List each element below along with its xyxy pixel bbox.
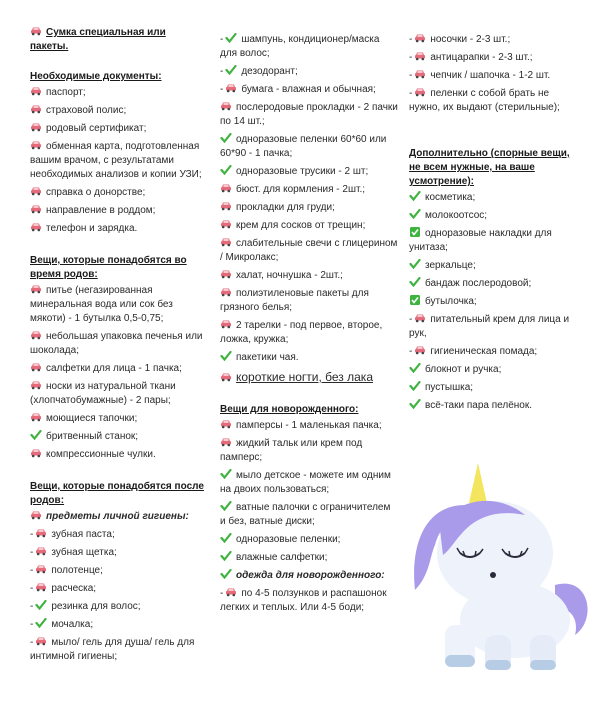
- list-item: [220, 319, 398, 347]
- item-text: короткие ногти, без лака: [236, 370, 373, 384]
- check-mark-icon: [220, 133, 232, 143]
- car-icon: [414, 69, 426, 79]
- car-icon: [220, 319, 232, 329]
- item-text: телефон и зарядка.: [46, 223, 138, 234]
- section-heading: [30, 26, 206, 54]
- heading-text: Вещи для новорожденного:: [220, 404, 359, 415]
- item-text: шампунь, кондиционер/маска для волос;: [220, 34, 380, 59]
- list-item: [220, 219, 398, 233]
- item-text: носки из натуральной ткани (хлопчатобумажные) - 2 пары;: [30, 381, 176, 406]
- item-text: родовый сертификат;: [46, 123, 147, 134]
- item-text: халат, ночнушка - 2шт.;: [236, 270, 343, 281]
- car-icon: [30, 510, 42, 520]
- car-icon: [30, 448, 42, 458]
- check-mark-icon: [220, 569, 232, 579]
- dash-prefix: -: [220, 66, 224, 77]
- list-item: [30, 448, 206, 462]
- item-text: справка о донорстве;: [46, 187, 146, 198]
- dash-prefix: -: [30, 565, 34, 576]
- car-icon: [30, 330, 42, 340]
- item-text: антицарапки - 2-3 шт.;: [430, 52, 533, 63]
- heading-text: Вещи, которые понадобятся во время родов:: [30, 255, 187, 280]
- car-icon: [30, 122, 42, 132]
- item-text: всё-таки пара пелёнок.: [425, 400, 533, 411]
- unicorn-illustration: [405, 455, 595, 685]
- dash-prefix: -: [30, 583, 34, 594]
- item-text: салфетки для лица - 1 пачка;: [46, 363, 182, 374]
- check-mark-icon: [220, 351, 232, 361]
- item-text: прокладки для груди;: [236, 202, 335, 213]
- list-item: [409, 191, 579, 205]
- list-item: [220, 501, 398, 529]
- car-icon: [30, 222, 42, 232]
- list-item: [30, 284, 206, 326]
- item-text: полотенце;: [51, 565, 103, 576]
- check-mark-icon: [220, 533, 232, 543]
- check-mark-icon: [409, 209, 421, 219]
- item-text: зубная щетка;: [51, 547, 117, 558]
- car-icon: [220, 101, 232, 111]
- car-icon: [220, 219, 232, 229]
- dash-prefix: -: [409, 88, 413, 99]
- section-heading: [30, 480, 206, 508]
- list-item: [220, 201, 398, 215]
- check-mark-icon: [409, 399, 421, 409]
- column-middle: [220, 33, 398, 619]
- checkbox-icon: [409, 295, 421, 305]
- list-item: [409, 69, 579, 83]
- item-text: питье (негазированная минеральная вода или сок без мякоти) - 1 бутылка 0,5-0,75;: [30, 285, 173, 324]
- item-text: влажные салфетки;: [236, 552, 328, 563]
- item-text: мочалка;: [51, 619, 94, 630]
- list-item: [220, 551, 398, 565]
- check-mark-icon: [409, 259, 421, 269]
- section-heading: [409, 147, 579, 189]
- car-icon: [30, 362, 42, 372]
- check-mark-icon: [35, 618, 47, 628]
- item-text: расческа;: [51, 583, 97, 594]
- item-text: пакетики чая.: [236, 352, 299, 363]
- column-left: [30, 26, 206, 668]
- checkbox-icon: [409, 227, 421, 237]
- car-icon: [30, 86, 42, 96]
- unicorn-mouth: [490, 572, 496, 578]
- item-text: косметика;: [425, 192, 476, 203]
- list-item: [220, 237, 398, 265]
- item-text: бумага - влажная и обычная;: [241, 84, 376, 95]
- dash-prefix: -: [30, 547, 34, 558]
- list-item: [220, 569, 398, 583]
- list-item: [409, 259, 579, 273]
- list-item: [30, 636, 206, 664]
- item-text: питательный крем для лица и рук,: [409, 314, 570, 339]
- dash-prefix: -: [409, 34, 413, 45]
- item-text: направление в роддом;: [46, 205, 156, 216]
- dash-prefix: -: [220, 588, 224, 599]
- item-text: одноразовые накладки для унитаза;: [409, 228, 552, 253]
- item-text: ватные палочки с ограничителем и без, ватные диски;: [220, 502, 391, 527]
- unicorn-horn: [469, 463, 487, 503]
- list-item: [409, 345, 579, 359]
- list-item: [409, 313, 579, 341]
- list-item: [220, 83, 398, 97]
- list-item: [30, 104, 206, 118]
- item-text: одноразовые пеленки;: [236, 534, 341, 545]
- check-mark-icon: [225, 65, 237, 75]
- item-text: страховой полис;: [46, 105, 127, 116]
- item-text: бюст. для кормления - 2шт.;: [236, 184, 366, 195]
- item-text: носочки - 2-3 шт.;: [430, 34, 511, 45]
- dash-prefix: -: [409, 314, 413, 325]
- item-text: резинка для волос;: [51, 601, 141, 612]
- list-item: [30, 362, 206, 376]
- column-right: [409, 33, 579, 417]
- check-mark-icon: [35, 600, 47, 610]
- car-icon: [220, 269, 232, 279]
- unicorn-hoof: [485, 660, 511, 670]
- list-item: [220, 437, 398, 465]
- list-item: [30, 86, 206, 100]
- section-heading: [220, 403, 398, 417]
- list-item: [409, 87, 579, 115]
- dash-prefix: -: [409, 70, 413, 81]
- heading-text: Вещи, которые понадобятся после родов:: [30, 481, 204, 506]
- dash-prefix: -: [30, 529, 34, 540]
- car-icon: [220, 437, 232, 447]
- item-text: одноразовые трусики - 2 шт;: [236, 166, 369, 177]
- check-mark-icon: [225, 33, 237, 43]
- list-item: [30, 510, 206, 524]
- list-item: [30, 582, 206, 596]
- car-icon: [35, 528, 47, 538]
- heading-text: Дополнительно (спорные вещи, не всем нужные, на ваше усмотрение):: [409, 148, 570, 187]
- list-item: [409, 33, 579, 47]
- item-text: дезодорант;: [241, 66, 298, 77]
- car-icon: [30, 204, 42, 214]
- item-text: одноразовые пеленки 60*60 или 60*90 - 1 пачка;: [220, 134, 387, 159]
- list-item: [30, 528, 206, 542]
- list-item: [220, 533, 398, 547]
- dash-prefix: -: [30, 637, 34, 648]
- item-text: мыло детское - можете им одним на двоих пользоваться;: [220, 470, 391, 495]
- dash-prefix: -: [30, 601, 34, 612]
- car-icon: [220, 237, 232, 247]
- spacer: [220, 389, 398, 403]
- list-item: [220, 269, 398, 283]
- spacer: [30, 240, 206, 254]
- dash-prefix: -: [220, 84, 224, 95]
- list-item: [220, 369, 398, 385]
- list-item: [409, 381, 579, 395]
- item-text: бутылочка;: [425, 296, 477, 307]
- dash-prefix: -: [409, 346, 413, 357]
- list-item: [30, 330, 206, 358]
- item-text: 2 тарелки - под первое, второе, ложка, кружка;: [220, 320, 383, 345]
- check-mark-icon: [220, 469, 232, 479]
- check-mark-icon: [220, 501, 232, 511]
- car-icon: [225, 587, 237, 597]
- car-icon: [414, 345, 426, 355]
- car-icon: [414, 87, 426, 97]
- item-text: жидкий тальк или крем под памперс;: [220, 438, 363, 463]
- car-icon: [414, 51, 426, 61]
- list-item: [30, 222, 206, 236]
- item-text: памперсы - 1 маленькая пачка;: [236, 420, 382, 431]
- item-text: блокнот и ручка;: [425, 364, 502, 375]
- list-item: [220, 419, 398, 433]
- dash-prefix: -: [220, 34, 224, 45]
- item-text: чепчик / шапочка - 1-2 шт.: [430, 70, 551, 81]
- list-item: [409, 51, 579, 65]
- list-item: [30, 380, 206, 408]
- item-text: моющиеся тапочки;: [46, 413, 138, 424]
- list-item: [30, 618, 206, 632]
- car-icon: [414, 33, 426, 43]
- list-item: [30, 186, 206, 200]
- item-text: мыло/ гель для душа/ гель для интимной гигиены;: [30, 637, 195, 662]
- car-icon: [414, 313, 426, 323]
- car-icon: [30, 380, 42, 390]
- item-text: зеркальце;: [425, 260, 476, 271]
- item-text: пустышка;: [425, 382, 474, 393]
- unicorn-hoof: [445, 655, 475, 667]
- heading-text: Сумка специальная или пакеты.: [30, 27, 166, 52]
- list-item: [220, 351, 398, 365]
- car-icon: [220, 287, 232, 297]
- item-text: полиэтиленовые пакеты для грязного белья;: [220, 288, 369, 313]
- list-item: [30, 140, 206, 182]
- check-mark-icon: [220, 165, 232, 175]
- car-icon: [35, 546, 47, 556]
- car-icon: [35, 636, 47, 646]
- car-icon: [30, 104, 42, 114]
- car-icon: [220, 419, 232, 429]
- list-item: [220, 33, 398, 61]
- car-icon: [220, 183, 232, 193]
- list-item: [30, 546, 206, 560]
- spacer: [409, 133, 579, 147]
- list-item: [30, 430, 206, 444]
- list-item: [220, 183, 398, 197]
- list-item: [220, 165, 398, 179]
- car-icon: [225, 83, 237, 93]
- list-item: [220, 587, 398, 615]
- check-mark-icon: [409, 277, 421, 287]
- spacer: [30, 466, 206, 480]
- item-text: молокоотсос;: [425, 210, 488, 221]
- check-mark-icon: [409, 191, 421, 201]
- item-text: пеленки с собой брать не нужно, их выдают (стерильные);: [409, 88, 560, 113]
- dash-prefix: -: [30, 619, 34, 630]
- car-icon: [30, 412, 42, 422]
- list-item: [30, 204, 206, 218]
- spacer: [409, 119, 579, 133]
- item-text: бандаж послеродовой;: [425, 278, 532, 289]
- list-item: [409, 295, 579, 309]
- item-text: одежда для новорожденного:: [236, 570, 385, 581]
- item-text: зубная паста;: [51, 529, 115, 540]
- car-icon: [30, 284, 42, 294]
- list-item: [220, 133, 398, 161]
- list-item: [30, 564, 206, 578]
- heading-text: Необходимые документы:: [30, 71, 162, 82]
- check-mark-icon: [409, 381, 421, 391]
- list-item: [409, 209, 579, 223]
- item-text: по 4-5 ползунков и распашонок легких и теплых. Или 4-5 боди;: [220, 588, 387, 613]
- section-heading: [30, 70, 206, 84]
- list-item: [220, 65, 398, 79]
- list-item: [220, 287, 398, 315]
- item-text: гигиеническая помада;: [430, 346, 538, 357]
- check-mark-icon: [220, 551, 232, 561]
- item-text: обменная карта, подготовленная вашим врачом, с результатами необходимых анализов и копии УЗИ;: [30, 141, 202, 180]
- list-item: [30, 412, 206, 426]
- list-item: [409, 399, 579, 413]
- car-icon: [35, 582, 47, 592]
- list-item: [409, 227, 579, 255]
- item-text: крем для сосков от трещин;: [236, 220, 366, 231]
- item-text: слабительные свечи с глицерином / Микролакс;: [220, 238, 398, 263]
- item-text: предметы личной гигиены:: [46, 511, 189, 522]
- car-icon: [30, 26, 42, 36]
- car-icon: [220, 201, 232, 211]
- list-item: [409, 363, 579, 377]
- item-text: компрессионные чулки.: [46, 449, 156, 460]
- car-icon: [220, 372, 232, 382]
- section-heading: [30, 254, 206, 282]
- list-item: [30, 600, 206, 614]
- car-icon: [30, 186, 42, 196]
- spacer: [30, 56, 206, 70]
- item-text: послеродовые прокладки - 2 пачки по 14 шт.;: [220, 102, 398, 127]
- list-item: [220, 469, 398, 497]
- car-icon: [35, 564, 47, 574]
- unicorn-hoof: [530, 660, 556, 670]
- check-mark-icon: [409, 363, 421, 373]
- list-item: [30, 122, 206, 136]
- dash-prefix: -: [409, 52, 413, 63]
- list-item: [409, 277, 579, 291]
- item-text: паспорт;: [46, 87, 86, 98]
- list-item: [220, 101, 398, 129]
- car-icon: [30, 140, 42, 150]
- item-text: небольшая упаковка печенья или шоколада;: [30, 331, 203, 356]
- check-mark-icon: [30, 430, 42, 440]
- item-text: бритвенный станок;: [46, 431, 139, 442]
